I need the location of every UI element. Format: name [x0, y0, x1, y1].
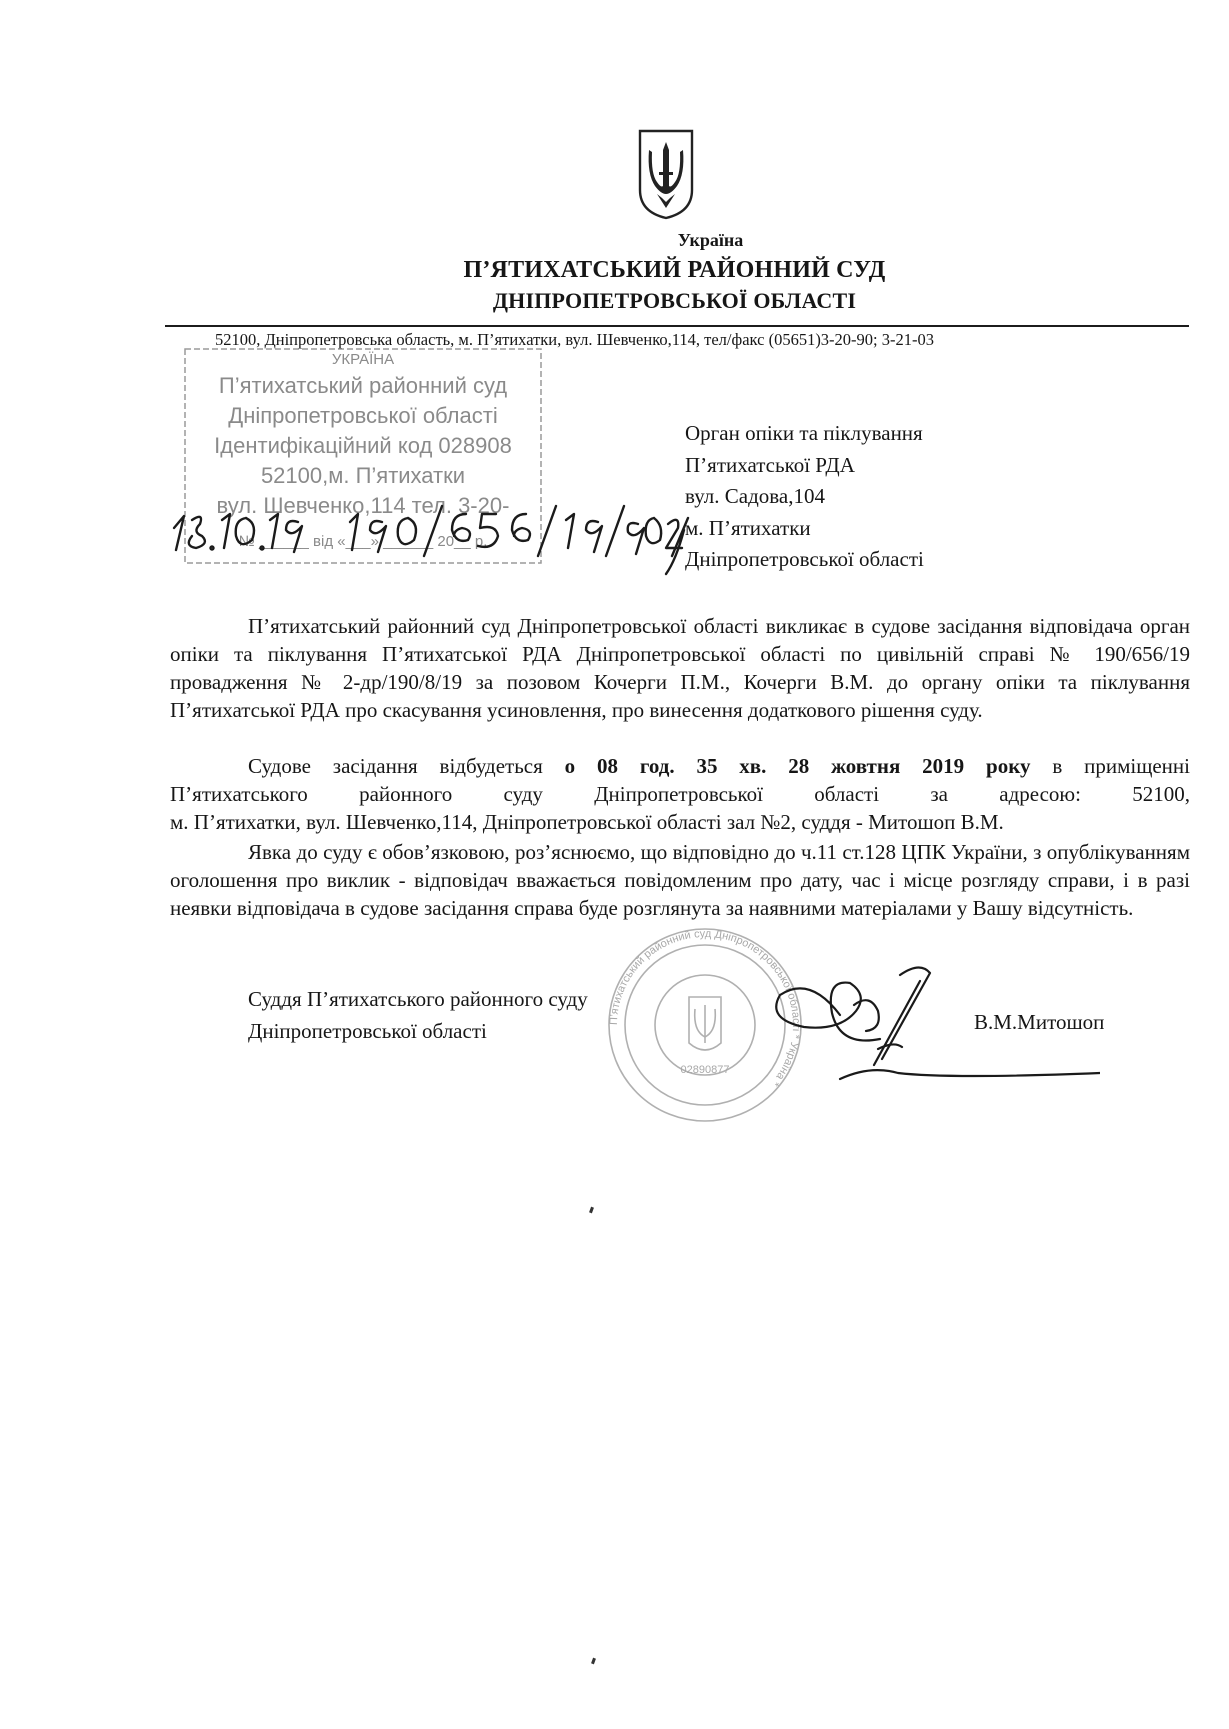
court-name: П’ЯТИХАТСЬКИЙ РАЙОННИЙ СУД: [463, 257, 886, 283]
body-paragraph-attendance: [170, 838, 1190, 922]
seal-id-code: 02890877: [680, 1064, 730, 1076]
body-paragraph-summons: [170, 612, 1190, 724]
addressee-line: Дніпропетровської області: [685, 547, 924, 571]
stamp-line-court: П’ятихатський районний суд: [218, 373, 508, 398]
coat-of-arms-icon: [637, 128, 695, 220]
header-divider: [165, 325, 1189, 327]
addressee-line: вул. Садова,104: [685, 484, 825, 508]
stamp-line-region: Дніпропетровської області: [228, 403, 498, 428]
hearing-line-1: [170, 752, 1190, 780]
judge-title: [248, 983, 588, 1047]
attendance-text: Явка до суду є обов’язковою, роз’яснюємо, що відповідно до ч.11 ст.128 ЦПК України, з опублікуванням оголошення про виклик - відповідач вважається повідомленим про дату, час і місце розгляду справи, і в разі неявки відповідача в судове засідання справа буде розглянута за наявними матеріалами у Вашу відсутність.: [170, 840, 1190, 920]
addressee-line: м. П’ятихатки: [685, 515, 811, 540]
judge-title-line-1: Суддя П’ятихатського районного суду: [248, 987, 588, 1011]
stamp-line-country: УКРАЇНА: [331, 351, 395, 368]
body-paragraph-hearing: [170, 752, 1190, 836]
hearing-text-after: в приміщенні: [1030, 754, 1190, 778]
judge-name: В.М.Митошоп: [974, 1010, 1105, 1034]
judge-title-line-2: Дніпропетровської області: [248, 1019, 487, 1043]
scan-speck: [591, 1658, 596, 1665]
court-contacts: 52100, Дніпропетровська область, м. П’ятихатки, вул. Шевченко,114, тел/факс (05651)3-20-90; 3-21-03: [215, 330, 934, 349]
addressee-line: П’ятихатської РДА: [685, 452, 855, 477]
stamp-line-id-code: Ідентифікаційний код 028908: [214, 433, 512, 458]
hearing-line-2: П’ятихатського районного суду Дніпропетровської області за адресою: 52100,: [170, 782, 1190, 806]
addressee-line: Орган опіки та піклування: [685, 421, 923, 445]
summons-text: П’ятихатський районний суд Дніпропетровської області викликає в судове засідання відповідача орган опіки та піклування П’ятихатської РДА Дніпропетровської області по цивільній справі № 190/656/19 провадження № 2-др/190/8/19 за позовом Кочерги П.М., Кочерги В.М. до органу опіки та піклування П’ятихатської РДА про скасування усиновлення, про винесення додаткового рішення суду.: [170, 614, 1190, 722]
addressee-block: [685, 418, 924, 576]
country-name: Україна: [677, 230, 744, 250]
hearing-date-time: о 08 год. 35 хв. 28 жовтня 2019 року: [564, 754, 1031, 778]
stamp-line-city: 52100,м. П’ятихатки: [260, 463, 466, 488]
court-region: ДНІПРОПЕТРОВСЬКОЇ ОБЛАСТІ: [492, 288, 857, 313]
seal-ring-text: П’ятихатський районний суд Дніпропетровської області * Україна *: [607, 927, 803, 1089]
hearing-line-3: м. П’ятихатки, вул. Шевченко,114, Дніпропетровської області зал №2, суддя - Митошоп В.М.: [170, 810, 1004, 834]
stamp-line-address: вул. Шевченко,114 тел. 3-20-: [216, 493, 510, 518]
stamp-line-number-date: № ______ від «___» ______ 20__ р.: [238, 533, 488, 550]
hearing-text-before: Судове засідання відбудеться: [248, 754, 565, 778]
handwritten-registration-number: [170, 490, 690, 580]
scan-speck: [589, 1207, 594, 1214]
